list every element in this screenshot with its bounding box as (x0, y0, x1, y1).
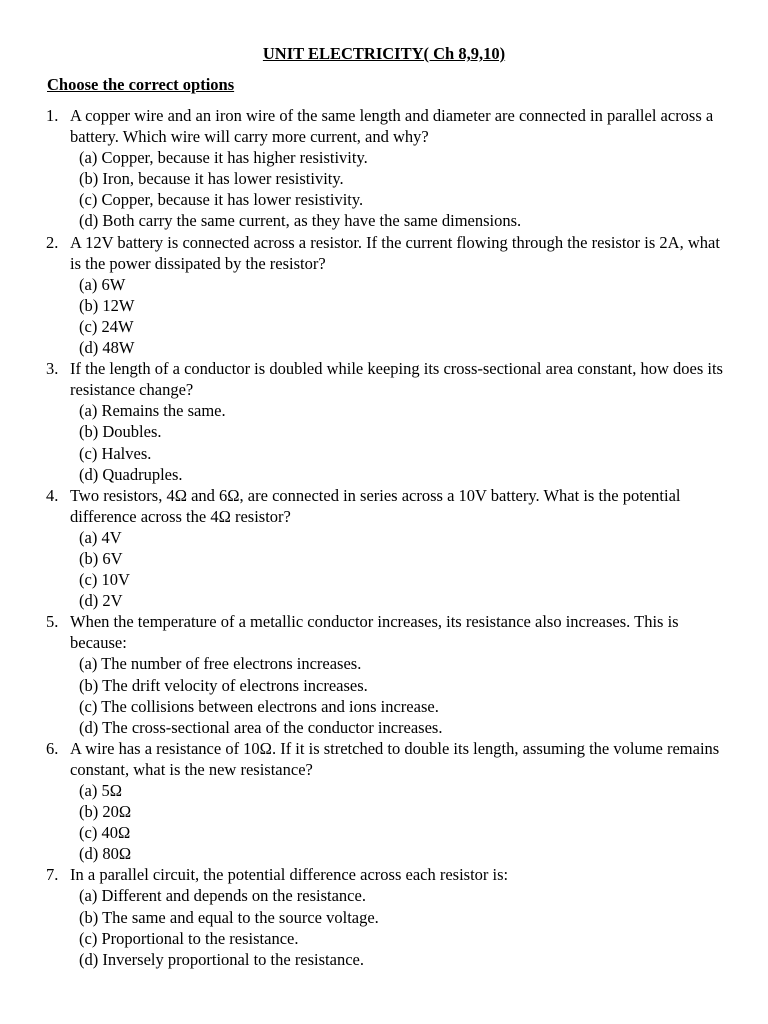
option-item: (d) The cross-sectional area of the conductor increases. (79, 717, 443, 737)
question-text: When the temperature of a metallic conductor increases, its resistance also increases. This is because: (70, 612, 679, 653)
question-number: 7. (46, 865, 59, 885)
question-text: Two resistors, 4Ω and 6Ω, are connected in series across a 10V battery. What is the potential difference across the 4Ω resistor? (70, 485, 681, 526)
option-item: (d) Both carry the same current, as they have the same dimensions. (79, 211, 522, 231)
question-number: 5. (46, 612, 59, 632)
question-text: A 12V battery is connected across a resistor. If the current flowing through the resistor is 2A, what is the power dissipated by the resistor? (70, 232, 720, 273)
option-list (70, 885, 724, 969)
option-item: (c) 24W (79, 316, 134, 336)
question-text: A copper wire and an iron wire of the same length and diameter are connected in parallel across a battery. Which wire will carry more current, and why? (70, 106, 714, 147)
question-number: 2. (46, 232, 59, 252)
option-item: (b) The drift velocity of electrons increases. (79, 675, 368, 695)
option-item: (b) Doubles. (79, 422, 162, 442)
option-item: (b) Iron, because it has lower resistivity. (79, 169, 344, 189)
option-item: (a) The number of free electrons increases. (79, 654, 362, 674)
option-list (70, 147, 724, 231)
option-item: (b) 12W (79, 295, 135, 315)
option-item: (c) 10V (79, 570, 130, 590)
option-item: (a) Different and depends on the resistance. (79, 886, 366, 906)
option-item: (b) The same and equal to the source voltage. (79, 907, 379, 927)
option-list (70, 780, 724, 864)
option-item: (a) Remains the same. (79, 401, 226, 421)
question-number: 4. (46, 485, 59, 505)
question-item (0, 358, 768, 485)
option-item: (b) 20Ω (79, 802, 132, 822)
option-item: (c) Copper, because it has lower resistivity. (79, 190, 364, 210)
question-number: 3. (46, 359, 59, 379)
option-item: (a) 4V (79, 527, 122, 547)
option-item: (a) Copper, because it has higher resistivity. (79, 148, 368, 168)
option-list (70, 274, 724, 358)
option-list (70, 400, 724, 484)
option-item: (c) Halves. (79, 443, 152, 463)
question-number: 6. (46, 738, 59, 758)
option-item: (d) Quadruples. (79, 464, 183, 484)
option-list (70, 527, 724, 611)
question-text: If the length of a conductor is doubled while keeping its cross-sectional area constant, how does its resistance change? (70, 359, 723, 400)
option-item: (d) Inversely proportional to the resistance. (79, 949, 364, 969)
option-item: (a) 6W (79, 274, 126, 294)
option-list (70, 653, 724, 737)
option-item: (c) 40Ω (79, 823, 131, 843)
option-item: (c) Proportional to the resistance. (79, 928, 299, 948)
question-list (0, 105, 768, 970)
page-title: UNIT ELECTRICITY( Ch 8,9,10) (262, 44, 506, 63)
option-item: (b) 6V (79, 548, 123, 568)
question-item (0, 232, 768, 359)
question-text: A wire has a resistance of 10Ω. If it is stretched to double its length, assuming the volume remains constant, what is the new resistance? (70, 738, 720, 779)
question-item (0, 611, 768, 738)
option-item: (c) The collisions between electrons and ions increase. (79, 696, 439, 716)
option-item: (d) 48W (79, 338, 135, 358)
question-text: In a parallel circuit, the potential difference across each resistor is: (70, 865, 509, 885)
question-item (0, 738, 768, 865)
question-item (0, 485, 768, 612)
option-item: (d) 80Ω (79, 844, 132, 864)
section-heading: Choose the correct options (47, 75, 235, 94)
question-item (0, 105, 768, 232)
option-item: (d) 2V (79, 591, 123, 611)
question-number: 1. (46, 106, 59, 125)
question-item (0, 864, 768, 969)
option-item: (a) 5Ω (79, 781, 122, 800)
